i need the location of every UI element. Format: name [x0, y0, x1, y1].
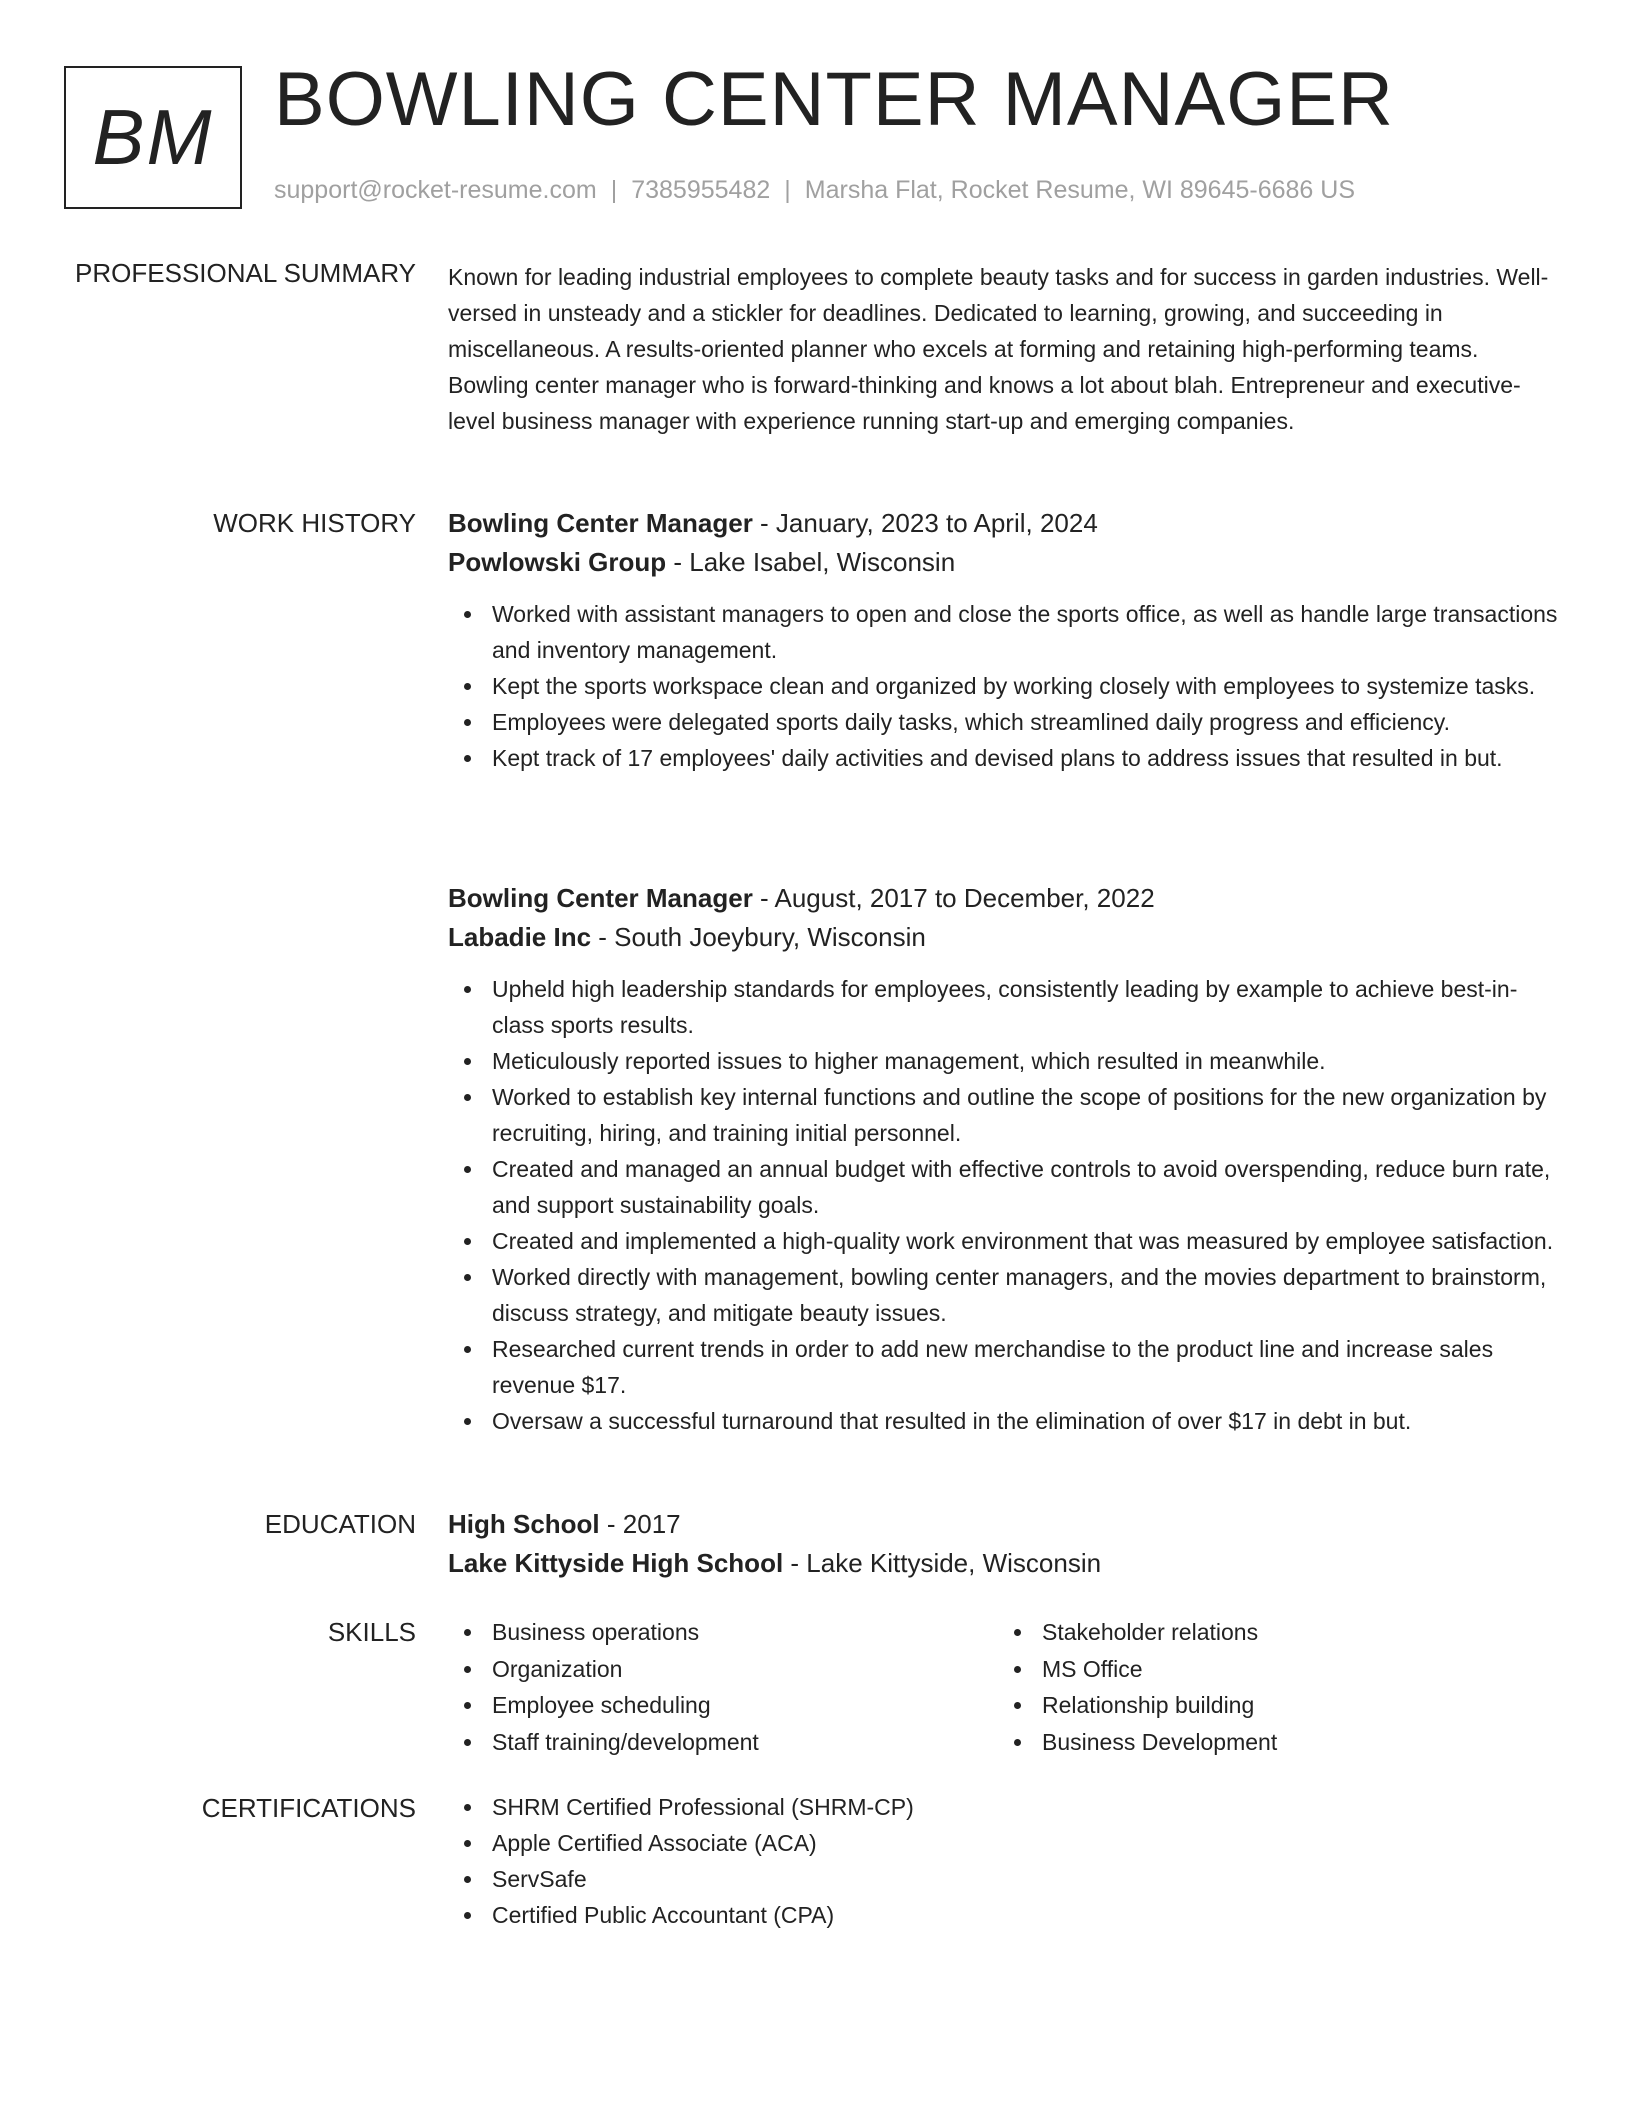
list-item: Kept track of 17 employees' daily activities and devised plans to address issues that resulted in but.	[448, 740, 1560, 776]
skill-item: Staff training/development	[448, 1724, 998, 1761]
list-item: Kept the sports workspace clean and organized by working closely with employees to systemize tasks.	[448, 668, 1560, 704]
list-item: Worked directly with management, bowling center managers, and the movies department to brainstorm, discuss strategy, and mitigate beauty issues.	[448, 1259, 1560, 1331]
company-location: - Lake Isabel, Wisconsin	[666, 547, 956, 577]
work-history-heading: WORK HISTORY	[213, 508, 416, 538]
contact-line	[274, 176, 1355, 205]
skill-item: Stakeholder relations	[998, 1614, 1548, 1651]
company-line	[448, 543, 1560, 582]
resume-title: BOWLING CENTER MANAGER	[274, 57, 1394, 142]
company-location: - South Joeybury, Wisconsin	[591, 922, 926, 952]
skill-item: Employee scheduling	[448, 1687, 998, 1724]
certification-item: Certified Public Accountant (CPA)	[448, 1897, 1560, 1933]
skill-item: Business operations	[448, 1614, 998, 1651]
company-name: Powlowski Group	[448, 547, 667, 577]
certification-item: ServSafe	[448, 1861, 1560, 1897]
list-item: Researched current trends in order to add new merchandise to the product line and increase sales revenue $17.	[448, 1331, 1560, 1403]
skill-item: MS Office	[998, 1651, 1548, 1688]
monogram-logo	[64, 66, 242, 209]
job-title-line	[448, 879, 1560, 918]
list-item: Created and implemented a high-quality work environment that was measured by employee satisfaction.	[448, 1223, 1560, 1259]
school-location: - Lake Kittyside, Wisconsin	[783, 1548, 1102, 1578]
certification-item: Apple Certified Associate (ACA)	[448, 1825, 1560, 1861]
education-heading: EDUCATION	[264, 1509, 416, 1539]
skills-heading: SKILLS	[327, 1617, 416, 1647]
company-line	[448, 918, 1560, 957]
job-entry	[448, 504, 1560, 776]
skill-item: Business Development	[998, 1724, 1548, 1761]
job-dates: - August, 2017 to December, 2022	[752, 883, 1155, 913]
degree-line	[448, 1505, 1560, 1544]
separator: |	[610, 176, 618, 204]
email[interactable]: support@rocket-resume.com	[274, 176, 597, 204]
job-title: Bowling Center Manager	[448, 883, 753, 913]
job-entry	[448, 879, 1560, 1439]
company-name: Labadie Inc	[448, 922, 592, 952]
degree: High School	[448, 1509, 600, 1539]
certifications-heading: CERTIFICATIONS	[201, 1793, 416, 1823]
certification-item: SHRM Certified Professional (SHRM-CP)	[448, 1789, 1560, 1825]
list-item: Employees were delegated sports daily tasks, which streamlined daily progress and efficiency.	[448, 704, 1560, 740]
list-item: Worked with assistant managers to open and close the sports office, as well as handle large transactions and inventory management.	[448, 596, 1560, 668]
initials: BM	[92, 93, 214, 181]
graduation-year: - 2017	[599, 1509, 681, 1539]
summary-heading: PROFESSIONAL SUMMARY	[75, 258, 416, 288]
list-item: Oversaw a successful turnaround that resulted in the elimination of over $17 in debt in but.	[448, 1403, 1560, 1439]
skills-column-left	[448, 1614, 998, 1760]
list-item: Created and managed an annual budget with effective controls to avoid overspending, reduce burn rate, and support sustainability goals.	[448, 1151, 1560, 1223]
skill-item: Organization	[448, 1651, 998, 1688]
list-item: Upheld high leadership standards for employees, consistently leading by example to achieve best-in-class sports results.	[448, 971, 1560, 1043]
phone[interactable]: 7385955482	[631, 176, 771, 204]
skills-list	[448, 1614, 1560, 1760]
education-entry	[448, 1505, 1560, 1583]
summary-text: Known for leading industrial employees to complete beauty tasks and for success in garden industries. Well-versed in unsteady and a stickler for deadlines. Dedicated to learning, growing, and succeeding in miscellaneous. A results-oriented planner who excels at forming and retaining high-performing teams. Bowling center manager who is forward-thinking and knows a lot about blah. Entrepreneur and executive-level business manager with experience running start-up and emerging companies.	[448, 264, 1549, 434]
separator: |	[784, 176, 791, 204]
skill-item: Relationship building	[998, 1687, 1548, 1724]
job-title: Bowling Center Manager	[448, 508, 753, 538]
certification-items	[448, 1789, 1560, 1933]
school-name: Lake Kittyside High School	[448, 1548, 784, 1578]
job-bullets	[448, 596, 1560, 776]
address: Marsha Flat, Rocket Resume, WI 89645-6686 US	[804, 176, 1355, 204]
list-item: Worked to establish key internal functions and outline the scope of positions for the new organization by recruiting, hiring, and training initial personnel.	[448, 1079, 1560, 1151]
school-line	[448, 1544, 1560, 1583]
job-dates: - January, 2023 to April, 2024	[752, 508, 1098, 538]
list-item: Meticulously reported issues to higher management, which resulted in meanwhile.	[448, 1043, 1560, 1079]
job-title-line	[448, 504, 1560, 543]
certifications-list	[448, 1789, 1560, 1933]
job-bullets	[448, 971, 1560, 1439]
skills-column-right	[998, 1614, 1548, 1760]
